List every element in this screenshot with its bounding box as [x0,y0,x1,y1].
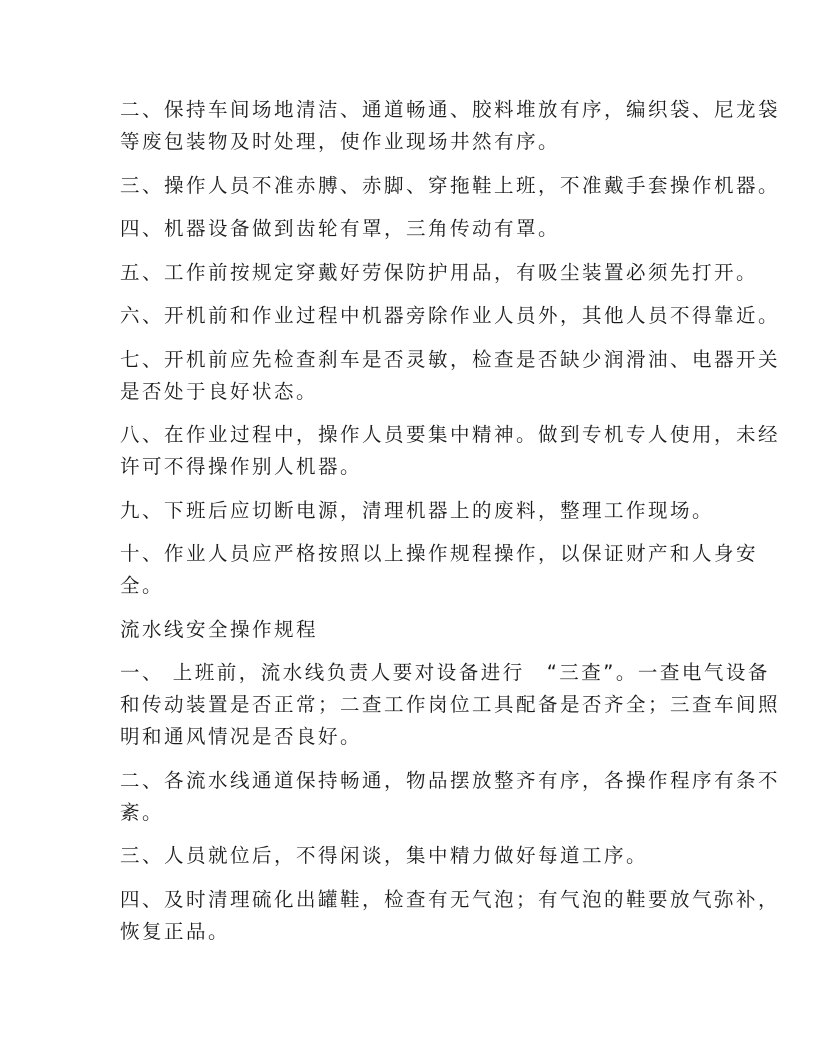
text-line: 一、 上班前，流水线负责人要对设备进行 “三查”。一查电气设备 [120,661,770,684]
text-line: 和传动装置是否正常；二查工作岗位工具配备是否齐全；三查车间照 [120,693,781,716]
paragraph [120,840,700,872]
text-line: 三、操作人员不准赤膊、赤脚、穿拖鞋上班，不准戴手套操作机器。 [120,173,781,197]
text-line: 恢复正品。 [120,919,231,943]
text-line: 四、机器设备做到齿轮有罩，三角传动有罩。 [120,217,561,240]
paragraph [120,538,759,602]
text-line: 八、在作业过程中，操作人员要集中精神。做到专机专人使用，未经 [120,423,781,446]
paragraph [120,884,781,948]
text-line: 七、开机前应先检查刹车是否灵敏，检查是否缺少润滑油、电器开关 [120,347,781,371]
paragraph [120,657,781,753]
paragraph [120,344,781,408]
paragraph [120,765,781,829]
text-line: 二、保持车间场地清洁、通道畅通、胶料堆放有序，编织袋、尼龙袋 [120,98,781,121]
text-line: 明和通风情况是否良好。 [120,725,363,748]
text-line: 九、下班后应切断电源，清理机器上的废料，整理工作现场。 [120,498,715,522]
text-line: 等废包装物及时处理，使作业现场井然有序。 [120,130,561,153]
paragraph [120,94,781,158]
text-line: 流水线安全操作规程 [120,617,319,641]
text-line: 五、工作前按规定穿戴好劳保防护用品，有吸尘装置必须先打开。 [120,260,759,284]
paragraph [120,300,781,332]
text-line: 四、及时清理硫化出罐鞋，检查有无气泡；有气泡的鞋要放气弥补， [120,887,781,911]
paragraph [120,257,759,289]
paragraph [120,495,715,527]
text-line: 二、各流水线通道保持畅通，物品摆放整齐有序，各操作程序有条不 [120,768,781,792]
paragraph [120,170,781,202]
text-line: 紊。 [120,800,165,824]
paragraph [120,419,781,483]
section-heading [120,614,700,646]
text-line: 全。 [120,574,165,597]
document-page [120,94,781,959]
text-line: 六、开机前和作业过程中机器旁除作业人员外，其他人员不得靠近。 [120,304,781,327]
paragraph [120,213,700,245]
text-line: 是否处于良好状态。 [120,379,319,403]
text-line: 十、作业人员应严格按照以上操作规程操作，以保证财产和人身安 [120,542,759,565]
text-line: 三、人员就位后，不得闲谈，集中精力做好每道工序。 [120,844,649,867]
text-line: 许可不得操作别人机器。 [120,455,363,478]
